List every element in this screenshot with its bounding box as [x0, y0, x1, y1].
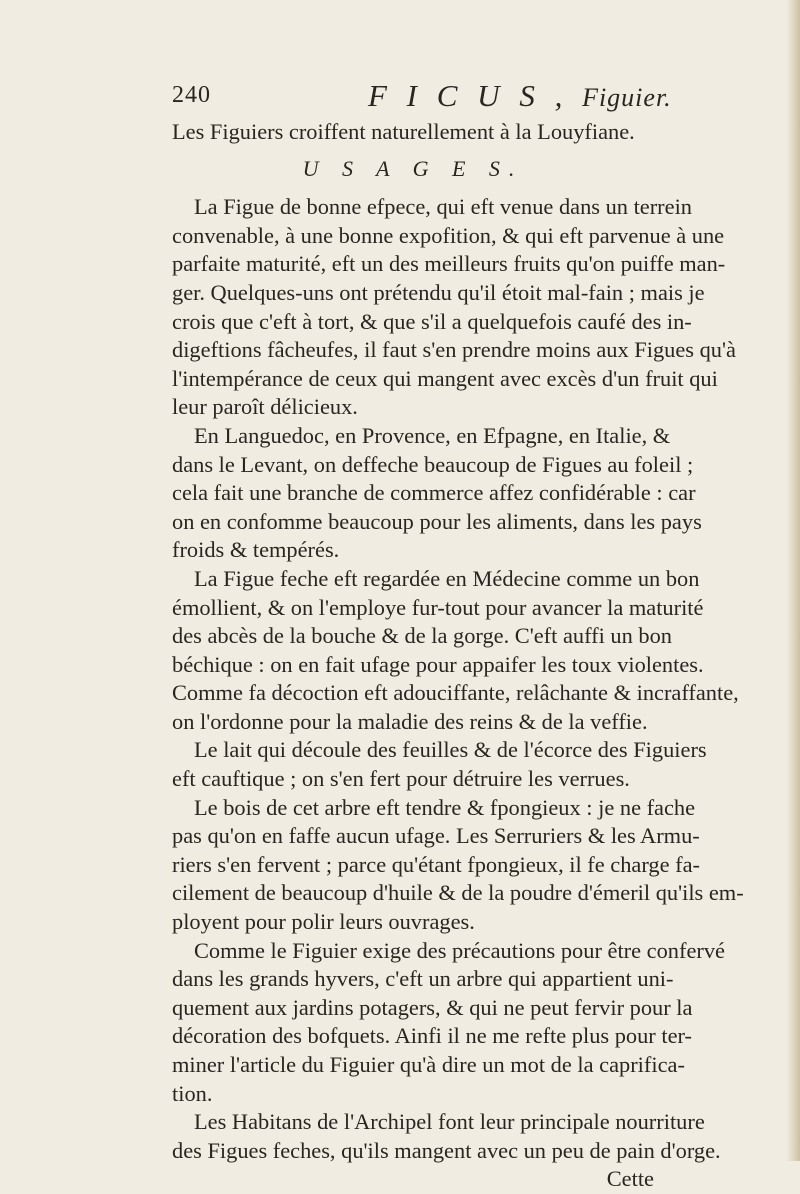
page-header: [0, 78, 800, 122]
paragraph: [172, 1108, 721, 1165]
paragraph: [172, 937, 725, 1109]
page-number: 240: [172, 82, 211, 108]
text-line: convenable, à une bonne expofition, & qui eft parvenue à une: [172, 222, 725, 248]
text-line: ger. Quelques-uns ont prétendu qu'il étoit mal-fain ; mais je: [172, 279, 705, 305]
text-line: En Languedoc, en Provence, en Efpagne, en Italie, &: [194, 422, 671, 448]
text-line: cilement de beaucoup d'huile & de la poudre d'émeril qu'ils em-: [172, 880, 744, 906]
body-text: [172, 118, 744, 1194]
intro-line: Les Figuiers croiffent naturellement à la Louyfiane.: [172, 119, 635, 144]
text-line: Comme fa décoction eft adouciffante, relâchante & incraffante,: [172, 680, 739, 706]
running-title: [368, 78, 672, 114]
running-title-sub: Figuier.: [582, 83, 672, 112]
paragraph: [172, 193, 736, 422]
running-title-main: F I C U S ,: [368, 78, 569, 113]
text-line: on l'ordonne pour la maladie des reins & de la veffie.: [172, 708, 648, 734]
text-line: décoration des bofquets. Ainfi il ne me refte plus pour ter-: [172, 1023, 692, 1049]
text-line: leur paroît délicieux.: [172, 394, 358, 420]
text-line: émollient, & on l'employe fur-tout pour avancer la maturité: [172, 594, 704, 620]
paragraph: [172, 794, 744, 937]
text-line: cela fait une branche de commerce affez confidérable : car: [172, 480, 696, 506]
text-line: ployent pour polir leurs ouvrages.: [172, 909, 475, 935]
text-line: Le lait qui découle des feuilles & de l'écorce des Figuiers: [194, 737, 707, 763]
text-line: Les Habitans de l'Archipel font leur principale nourriture: [194, 1109, 705, 1135]
text-line: des Figues feches, qu'ils mangent avec un peu de pain d'orge.: [172, 1137, 721, 1163]
text-line: riers s'en fervent ; parce qu'étant fpongieux, il fe charge fa-: [172, 851, 700, 877]
catchword: Cette: [606, 1166, 654, 1192]
page-edge-shadow: [786, 0, 800, 1161]
text-line: l'intempérance de ceux qui mangent avec excès d'un fruit qui: [172, 365, 718, 391]
text-line: eft cauftique ; on s'en fert pour détruire les verrues.: [172, 766, 630, 792]
text-line: crois que c'eft à tort, & que s'il a quelquefois caufé des in-: [172, 308, 692, 334]
text-line: La Figue feche eft regardée en Médecine comme un bon: [194, 565, 700, 591]
text-line: Comme le Figuier exige des précautions pour être confervé: [194, 937, 725, 963]
text-line: pas qu'on en faffe aucun ufage. Les Serruriers & les Armu-: [172, 823, 700, 849]
text-line: quement aux jardins potagers, & qui ne peut fervir pour la: [172, 994, 693, 1020]
text-line: digeftions fâcheufes, il faut s'en prendre moins aux Figues qu'à: [172, 337, 736, 363]
paragraphs: [172, 193, 744, 1165]
text-line: parfaite maturité, eft un des meilleurs fruits qu'on puiffe man-: [172, 251, 726, 277]
text-line: on en confomme beaucoup pour les aliments, dans les pays: [172, 508, 702, 534]
text-line: dans les grands hyvers, c'eft un arbre qui appartient uni-: [172, 966, 674, 992]
paragraph: [172, 736, 707, 793]
paragraph: [172, 565, 739, 737]
text-line: béchique : on en fait ufage pour appaifer les toux violentes.: [172, 651, 704, 677]
text-line: La Figue de bonne efpece, qui eft venue dans un terrein: [194, 194, 692, 220]
text-line: dans le Levant, on deffeche beaucoup de Figues au foleil ;: [172, 451, 694, 477]
text-line: Le bois de cet arbre eft tendre & fpongieux : je ne fache: [194, 794, 696, 820]
paragraph: [172, 422, 702, 565]
text-line: des abcès de la bouche & de la gorge. C'eft auffi un bon: [172, 623, 672, 649]
text-line: tion.: [172, 1080, 213, 1106]
text-line: miner l'article du Figuier qu'à dire un mot de la caprifica-: [172, 1052, 685, 1077]
section-heading: U S A G E S.: [302, 155, 524, 181]
text-line: froids & tempérés.: [172, 537, 340, 563]
